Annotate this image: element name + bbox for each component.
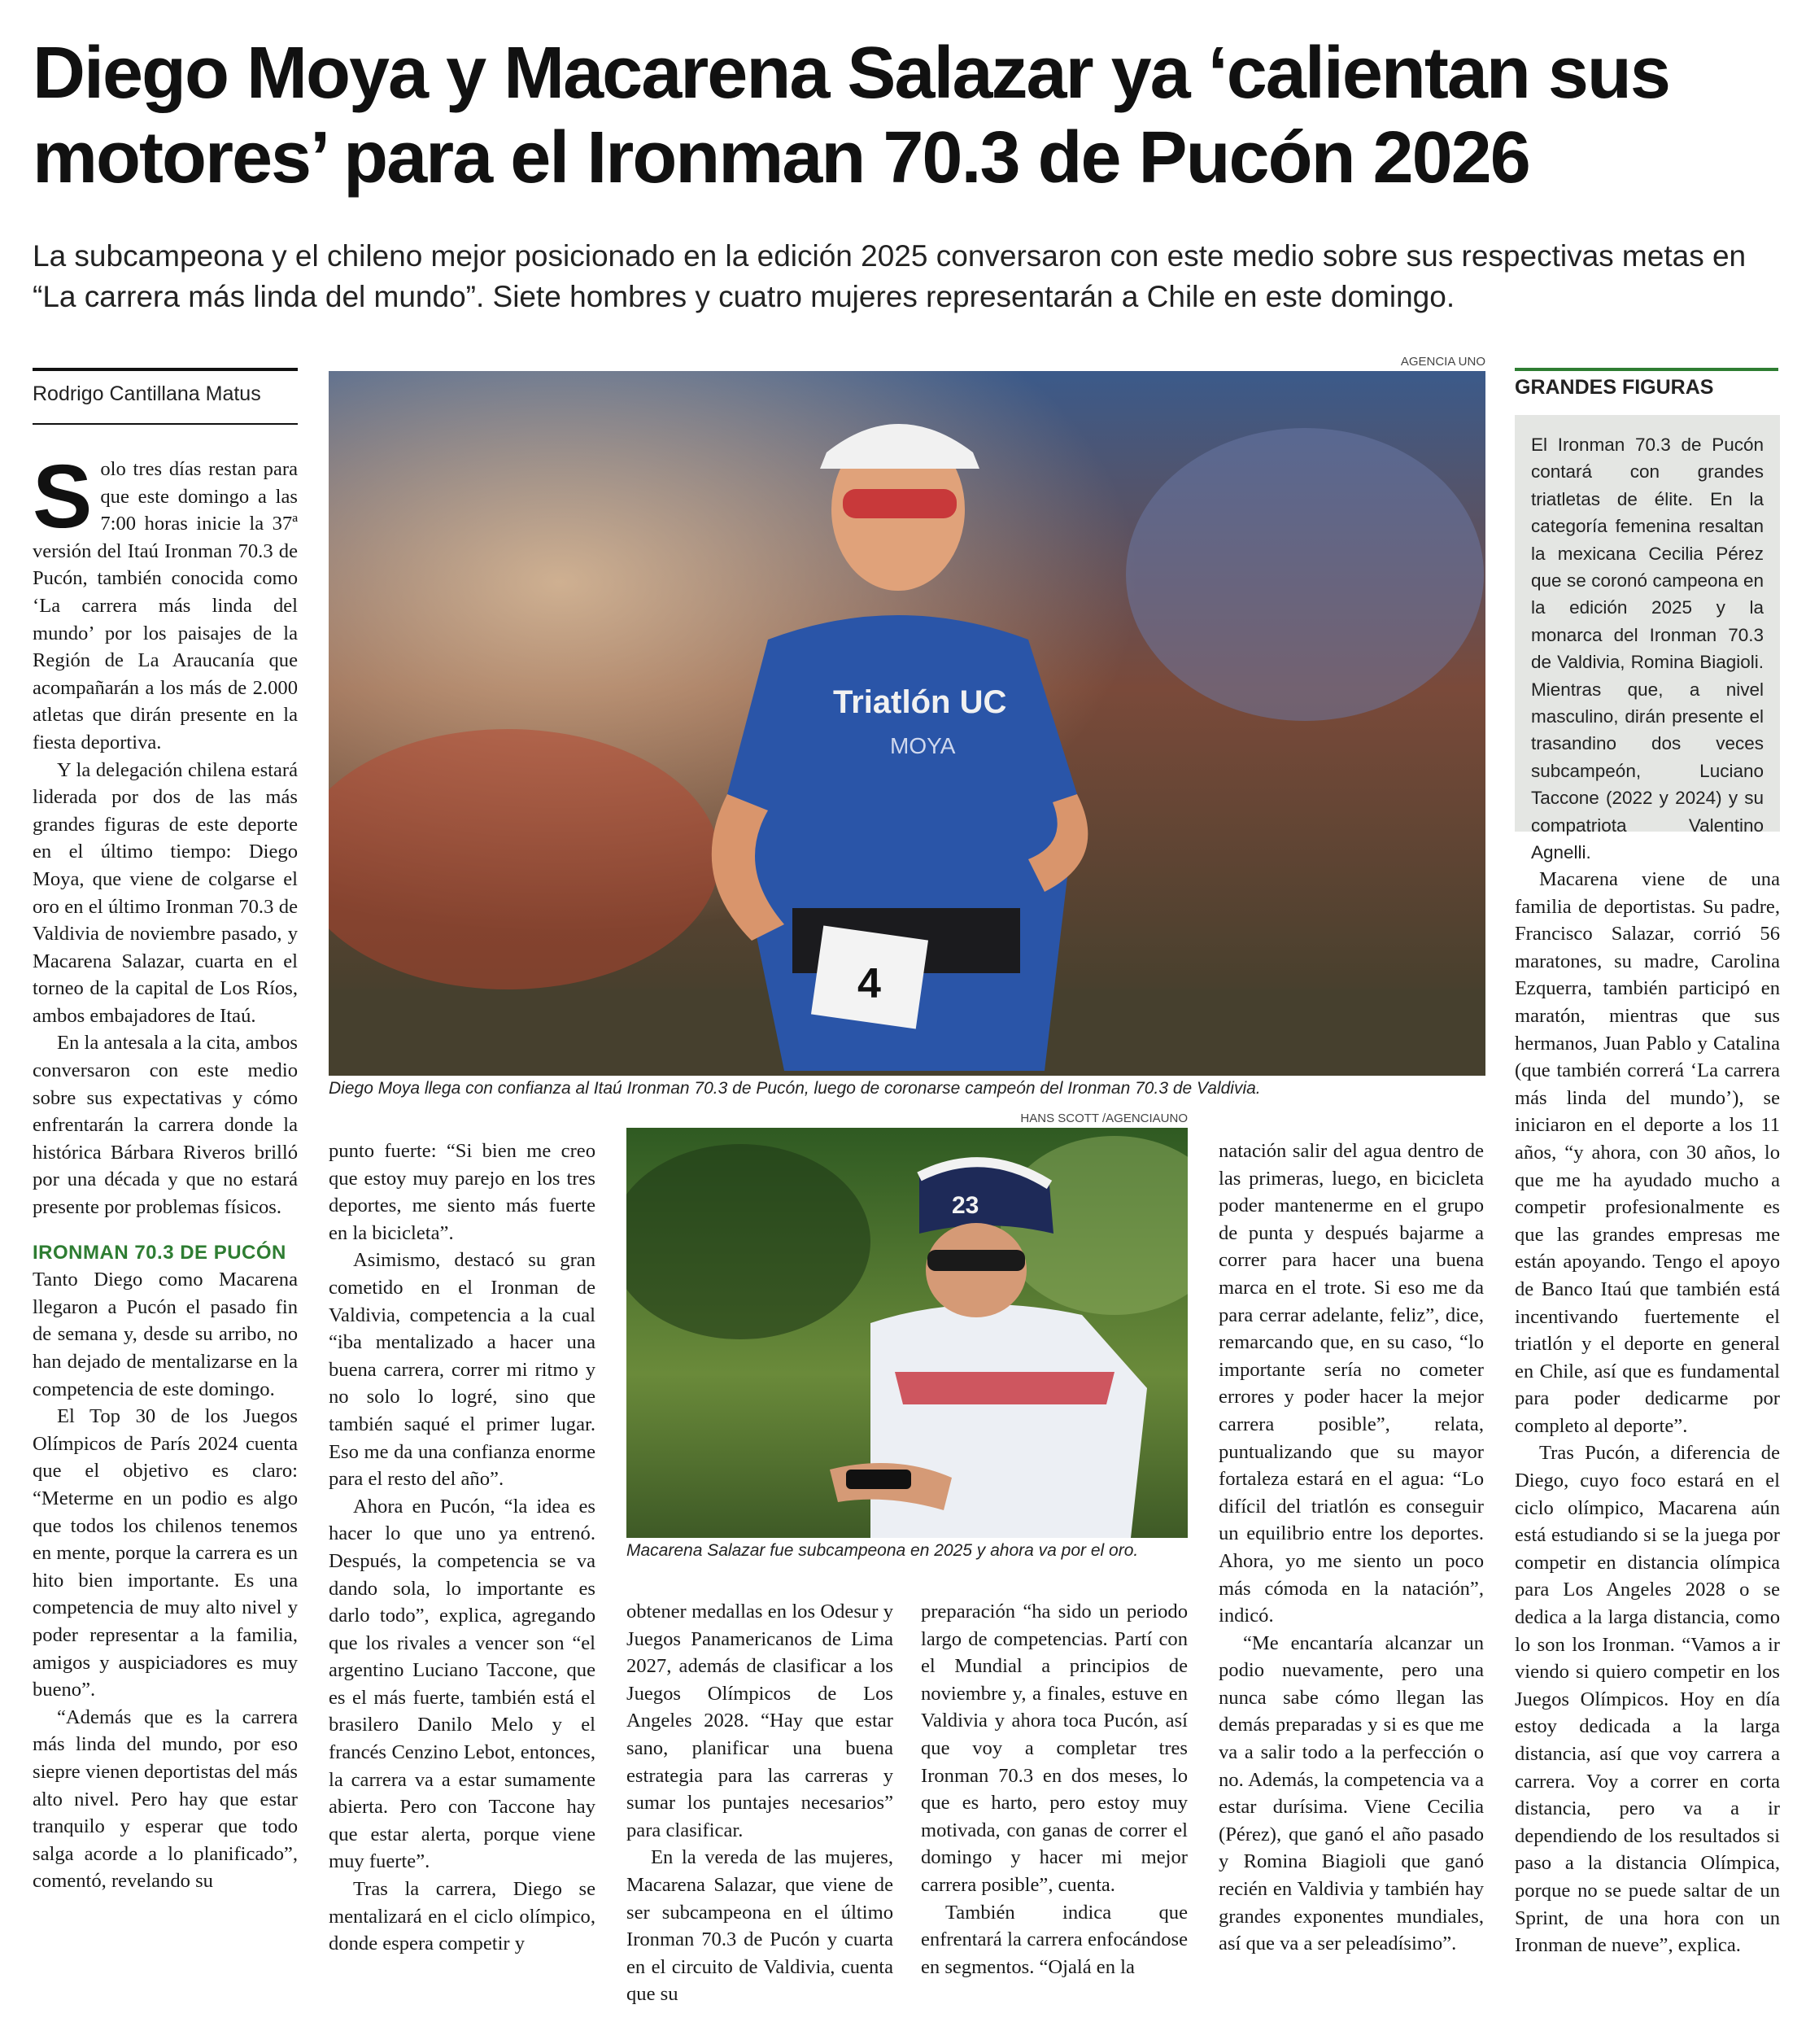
sidebar-box <box>1515 415 1780 863</box>
paragraph: “Además que es la carrera más linda del mundo, por eso siepre vienen deportistas del más alto nivel. Pero hay que estar tranquilo y esperar que todo salga acorde a lo planificado”, comentó, revelando su <box>33 1706 298 1893</box>
byline-rule <box>33 368 298 371</box>
paragraph: Macarena viene de una familia de deportistas. Su padre, Francisco Salazar, corrió 56 maratones, su madre, Carolina Ezquerra, también participó en maratón, mientras que sus hermanos, Juan Pablo y Catalina (que también correrá ‘La carrera más linda del mundo’), se iniciaron en el deporte a los 11 años, “y ahora, con 30 años, lo que me ha ayudado mucho a competir profesionalmente es que las grandes empresas me están apoyando. Tengo el apoyo de Banco Itaú que también está incentivando fuertemente el triatlón y el deporte en general en Chile, así que es fundamental para poder dedicarme por completo al deporte”. <box>1515 868 1780 1437</box>
sidebar-text: El Ironman 70.3 de Pucón contará con grandes triatletas de élite. En la categoría femenina resaltan la mexicana Cecilia Pérez que se coronó campeona en la edición 2025 y la monarca del Ironman 70.3 de Valdivia, Romina Biagioli. Mientras que, a nivel masculino, dirán presente el trasandino dos veces subcampeón, Luciano Taccone (2022 y 2024) y su compatriota Valentino Agnelli. <box>1531 435 1764 863</box>
paragraph: Y la delegación chilena estará liderada por dos de las más grandes figuras de este deporte en el último tiempo: Diego Moya, que viene de colgarse el oro en el último Ironman 70.3 de Valdivia de noviembre pasado, y Macarena Salazar, cuarta en el torneo de la capital de Los Ríos, ambos embajadores de Itaú. <box>33 758 298 1027</box>
photo-macarena-salazar <box>626 1128 1188 1538</box>
photo-diego-moya-illustration <box>329 371 1485 1076</box>
jersey-text: Triatlón UC <box>833 684 1007 720</box>
photo-caption: Diego Moya llega con confianza al Itaú Ironman 70.3 de Pucón, luego de coronarse campeón del Ironman 70.3 de Valdivia. <box>329 1079 1261 1098</box>
column-2 <box>329 1138 595 1958</box>
photo-credit: HANS SCOTT /AGENCIAUNO <box>1020 1112 1188 1125</box>
column-6 <box>1515 866 1780 1959</box>
sidebar-title: GRANDES FIGURAS <box>1515 368 1778 400</box>
byline: Rodrigo Cantillana Matus <box>33 382 261 405</box>
paragraph: También indica que enfrentará la carrera enfocándose en segmentos. “Ojalá en la <box>921 1901 1188 1978</box>
paragraph: preparación “ha sido un periodo largo de competencias. Partí con el Mundial a principios de noviembre y, a finales, estuve en Valdivia y ahora toca Pucón, así que voy a completar tres Ironman 70.3 en dos meses, lo que es harto, pero estoy muy motivada, con ganas de correr el domingo y hacer mi mejor carrera posible”, cuenta. <box>921 1601 1188 1896</box>
paragraph: Tras Pucón, a diferencia de Diego, cuyo foco estará en el ciclo olímpico, Macarena aún está estudiando si se la juega por competir en distancia olímpica para Los Angeles 2028 o se dedica a la larga distancia, como lo son los Ironman. “Vamos a ir viendo si quiero competir en los Juegos Olímpicos. Hoy en día estoy dedicada a la larga distancia, así que voy carrera a carrera. Voy a correr en corta distancia, pero va a ir dependiendo de los resultados si paso a la distancia Olímpica, porque no se puede saltar de un Sprint, de una hora con un Ironman de nueve”, explica. <box>1515 1442 1780 1957</box>
column-5 <box>1219 1138 1484 1958</box>
bib-number: 4 <box>857 960 881 1007</box>
subhead: IRONMAN 70.3 DE PUCÓN <box>33 1241 286 1264</box>
dropcap: S <box>33 447 93 547</box>
paragraph: olo tres días restan para que este domingo a las 7:00 horas inicie la 37ª versión del Itaú Ironman 70.3 de Pucón, también conocida como ‘La carrera más linda del mundo’ por los paisajes de la Región de La Araucanía que acompañarán a los más de 2.000 atletas que dirán presente en la fiesta deportiva. <box>33 458 298 753</box>
paragraph: “Me encantaría alcanzar un podio nuevamente, pero una nunca sabe cómo llegan las demás preparadas y si es que me va a salir todo a la perfección o no. Además, la competencia va a estar durísima. Viene Cecilia (Pérez), que ganó el año pasado y Romina Biagioli que ganó recién en Valdivia y también hay grandes exponentes mundiales, así que va a ser peleadísimo”. <box>1219 1631 1484 1955</box>
paragraph: Tras la carrera, Diego se mentalizará en el ciclo olímpico, donde espera competir y <box>329 1878 595 1955</box>
photo-diego-moya <box>329 371 1485 1076</box>
paragraph: Tanto Diego como Macarena llegaron a Pucón el pasado fin de semana y, desde su arribo, no han dejado de mentalizarse en la competencia de este domingo. <box>33 1269 298 1400</box>
paragraph: natación salir del agua dentro de las primeras, luego, en bicicleta poder mantenerme en el grupo de punta y después bajarme a correr para hacer una buena marca en el trote. Si eso me da para cerrar adelante, feliz”, dice, remarcando que, en su caso, “lo importante sería no cometer errores y poder hacer la mejor carrera posible”, relata, puntualizando que su mayor fortaleza estará en el agua: “Lo difícil del triatlón es conseguir un equilibrio entre los deportes. Ahora, yo me siento un poco más cómoda en la natación”, indicó. <box>1219 1140 1484 1627</box>
photo-macarena-salazar-illustration <box>626 1128 1188 1538</box>
column-4 <box>921 1598 1188 1981</box>
paragraph: punto fuerte: “Si bien me creo que estoy muy parejo en los tres deportes, me siento más fuerte en la bicicleta”. <box>329 1140 595 1244</box>
column-3 <box>626 1598 893 2008</box>
paragraph: obtener medallas en los Odesur y Juegos Panamericanos de Lima 2027, además de clasificar a los Juegos Olímpicos de Los Angeles 2028. “Hay que estar sano, planificar una buena estrategia para las carreras y sumar los puntajes necesarios” para clasificar. <box>626 1601 893 1841</box>
photo-caption: Macarena Salazar fue subcampeona en 2025 y ahora va por el oro. <box>626 1541 1139 1560</box>
paragraph: El Top 30 de los Juegos Olímpicos de París 2024 cuenta que el objetivo es claro: “Meterme en un podio es algo que todos los chilenos tenemos en mente, porque la carrera es un hito bien importante. Es una competencia de muy alto nivel y poder representar a la familia, amigos y auspiciadores es muy bueno”. <box>33 1405 298 1701</box>
paragraph: Asimismo, destacó su gran cometido en el Ironman de Valdivia, competencia a la cual “iba mentalizado a hacer una buena carrera, correr mi ritmo y no solo lo logré, sino que también saqué el primer lugar. Eso me da una confianza enorme para el resto del año”. <box>329 1249 595 1491</box>
column-1 <box>33 447 298 1895</box>
jersey-name: MOYA <box>890 733 956 758</box>
headline: Diego Moya y Macarena Salazar ya ‘calientan sus motores’ para el Ironman 70.3 de Pucón 2026 <box>33 33 1669 199</box>
paragraph: En la antesala a la cita, ambos conversaron con este medio sobre sus expectativas y cómo enfrentarán la carrera donde la histórica Bárbara Riveros brilló por una década y que no estará presente por problemas físicos. <box>33 1032 298 1219</box>
paragraph: En la vereda de las mujeres, Macarena Salazar, que viene de ser subcampeona en el último Ironman 70.3 de Pucón y cuarta en el circuito de Valdivia, cuenta que su <box>626 1846 893 2006</box>
paragraph: Ahora en Pucón, “la idea es hacer lo que uno ya entrenó. Después, la competencia se va dando sola, lo importante es darlo todo”, explica, agregando que los rivales a vencer son “el argentino Luciano Taccone, que es el más fuerte, también está el brasilero Danilo Melo y el francés Cenzino Lebot, entonces, la carrera va a estar sumamente abierta. Pero con Taccone hay que estar alerta, porque viene muy fuerte”. <box>329 1495 595 1873</box>
photo-credit: AGENCIA UNO <box>1400 355 1485 369</box>
deck: La subcampeona y el chileno mejor posicionado en la edición 2025 conversaron con este medio sobre sus respectivas metas en “La carrera más linda del mundo”. Siete hombres y cuatro mujeres representarán a Chile en este domingo. <box>33 239 1747 313</box>
helmet-number: 23 <box>952 1192 979 1219</box>
byline-rule-bottom <box>33 423 298 425</box>
